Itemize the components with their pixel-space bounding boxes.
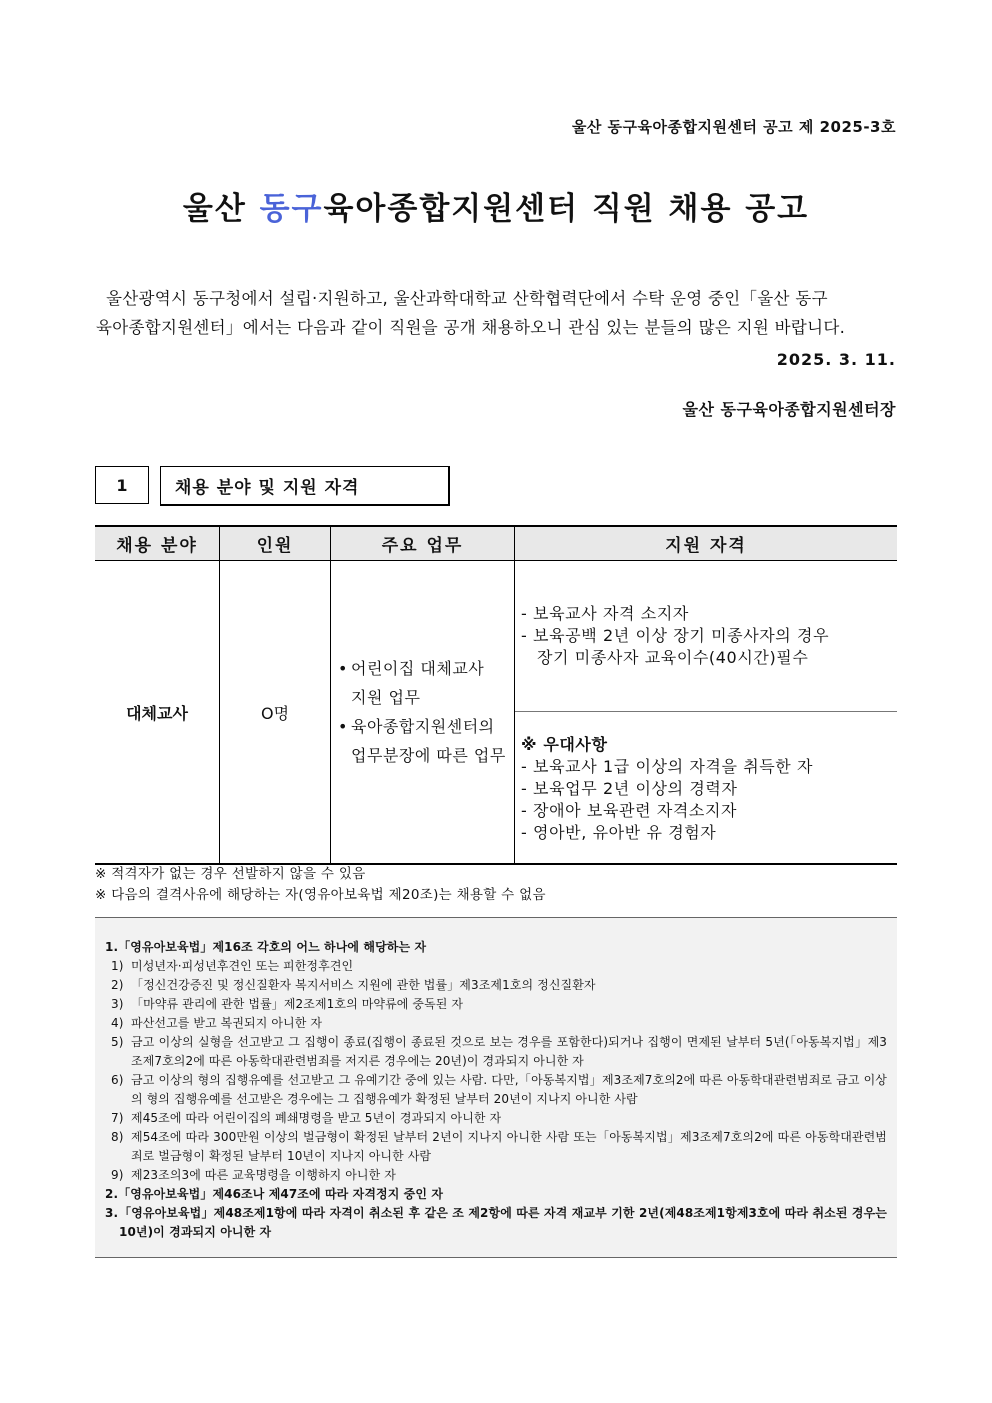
preference-item: - 장애아 보육관련 자격소지자: [521, 801, 738, 820]
cell-count: O명: [220, 561, 331, 865]
item-text: 「영유아보육법」제48조제1항에 따라 자격이 취소된 후 같은 조 제2항에 따른 자격 재교부 기한 2년(제48조제1항제3호에 따라 취소된 경우는 10년)이 경과되지 아니한 자: [119, 1206, 887, 1239]
table-header-row: [95, 526, 897, 561]
subitem-number: 7): [111, 1111, 124, 1125]
disqualification-subitem: [105, 995, 887, 1014]
header-duties: 주요 업무: [331, 526, 515, 561]
subitem-text: 제54조에 따라 300만원 이상의 벌금형이 확정된 날부터 2년이 지나지 아니한 사람 또는「아동복지법」제3조제7호의2에 따른 아동학대관련범죄로 벌금형이 확정된 날부터 10년이 지나지 아니한 사람: [131, 1130, 887, 1163]
subitem-text: 「마약류 관리에 관한 법률」제2조제1호의 마약류에 중독된 자: [131, 997, 464, 1011]
notes: [95, 864, 546, 906]
disqualification-subitem: [105, 976, 887, 995]
notice-date: 2025. 3. 11.: [776, 350, 896, 369]
bullet-icon: •: [338, 659, 348, 678]
note-item: ※ 적격자가 없는 경우 선발하지 않을 수 있음: [95, 866, 366, 882]
qualification-item: - 보육공백 2년 이상 장기 미종사자의 경우: [521, 626, 830, 645]
disqualification-item-3: [105, 1204, 887, 1242]
recruitment-table: [95, 525, 897, 865]
duty-text: 어린이집 대체교사: [351, 659, 485, 678]
subitem-number: 8): [111, 1130, 124, 1144]
header-field: 채용 분야: [95, 526, 220, 561]
signer: 울산 동구육아종합지원센터장: [682, 400, 896, 419]
disqualification-subitem: [105, 1071, 887, 1109]
section-number: 1: [95, 466, 149, 504]
subitem-number: 6): [111, 1073, 124, 1087]
bullet-icon: •: [338, 717, 348, 736]
duty-item: [335, 654, 513, 712]
duty-text: 육아종합지원센터의: [351, 717, 495, 736]
duty-item: [335, 712, 513, 770]
qualification-list: [515, 561, 897, 712]
subitem-text: 제45조에 따라 어린이집의 폐쇄명령을 받고 5년이 경과되지 아니한 자: [131, 1111, 502, 1125]
qualification-item: 장기 미종사자 교육이수(40시간)필수: [537, 648, 809, 667]
disqualification-subitem: [105, 1014, 887, 1033]
subitem-number: 4): [111, 1016, 124, 1030]
subitem-text: 미성년자·피성년후견인 또는 피한정후견인: [131, 959, 354, 973]
disqualification-box: [95, 917, 897, 1258]
disqualification-subitem: [105, 1033, 887, 1071]
cell-duties: [331, 561, 515, 865]
cell-qualifications: [515, 561, 898, 865]
disqualification-subitem: [105, 957, 887, 976]
subitem-number: 5): [111, 1035, 124, 1049]
disqualification-subitem: [105, 1128, 887, 1166]
intro-line-1: 울산광역시 동구청에서 설립·지원하고, 울산과학대학교 산학협력단에서 수탁 운영 중인「울산 동구: [106, 289, 828, 308]
subitem-number: 1): [111, 959, 124, 973]
disqualification-subitem: [105, 1166, 887, 1185]
table-row: [95, 561, 897, 865]
preference-item: - 보육교사 1급 이상의 자격을 취득한 자: [521, 757, 814, 776]
header-count: 인원: [220, 526, 331, 561]
item-number: 3.: [105, 1206, 119, 1220]
subitem-text: 금고 이상의 실형을 선고받고 그 집행이 종료(집행이 종료된 것으로 보는 경우를 포함한다)되거나 집행이 면제된 날부터 5년(「아동복지법」제3조제7호의2에 따른 아동학대관련범죄를 저지른 경우에는 20년)이 경과되지 아니한 자: [131, 1035, 887, 1068]
preference-item: - 영아반, 유아반 유 경험자: [521, 823, 717, 842]
header-qualifications: 지원 자격: [515, 526, 898, 561]
qualification-item: - 보육교사 자격 소지자: [521, 604, 689, 623]
subitem-text: 「정신건강증진 및 정신질환자 복지서비스 지원에 관한 법률」제3조제1호의 정신질환자: [131, 978, 596, 992]
section-title: 채용 분야 및 지원 자격: [160, 466, 450, 506]
duty-text: 업무분장에 따른 업무: [351, 746, 506, 765]
preference-list: [515, 712, 897, 863]
title-highlight: 동구: [259, 191, 324, 227]
subitem-number: 9): [111, 1168, 124, 1182]
notice-number: 울산 동구육아종합지원센터 공고 제 2025-3호: [571, 118, 896, 136]
disqualification-item-2: 2.「영유아보육법」제46조나 제47조에 따라 자격정지 중인 자: [105, 1187, 444, 1201]
title-part1: 울산: [182, 191, 260, 227]
title-part2: 육아종합지원센터 직원 채용 공고: [323, 191, 810, 227]
intro-line-2: 육아종합지원센터」에서는 다음과 같이 직원을 공개 채용하오니 관심 있는 분들의 많은 지원 바랍니다.: [96, 318, 846, 337]
preference-item: - 보육업무 2년 이상의 경력자: [521, 779, 738, 798]
intro-paragraph: [96, 284, 896, 342]
cell-field: 대체교사: [95, 561, 220, 865]
subitem-number: 3): [111, 997, 124, 1011]
subitem-number: 2): [111, 978, 124, 992]
preference-title: ※ 우대사항: [521, 735, 608, 754]
subitem-text: 파산선고를 받고 복권되지 아니한 자: [131, 1016, 323, 1030]
duty-text: 지원 업무: [351, 688, 421, 707]
subitem-text: 제23조의3에 따른 교육명령을 이행하지 아니한 자: [131, 1168, 396, 1182]
subitem-text: 금고 이상의 형의 집행유예를 선고받고 그 유예기간 중에 있는 사람. 다만,「아동복지법」제3조제7호의2에 따른 아동학대관련범죄로 금고 이상의 형의 집행유예를 선고받은 경우에는 그 집행유예가 확정된 날부터 20년이 지나지 아니한 사람: [131, 1073, 887, 1106]
page-title: [0, 183, 992, 228]
disqualification-subitem: [105, 1109, 887, 1128]
note-item: ※ 다음의 결격사유에 해당하는 자(영유아보육법 제20조)는 채용할 수 없음: [95, 887, 546, 903]
disqualification-item-1: 1.「영유아보육법」제16조 각호의 어느 하나에 해당하는 자: [105, 940, 427, 954]
